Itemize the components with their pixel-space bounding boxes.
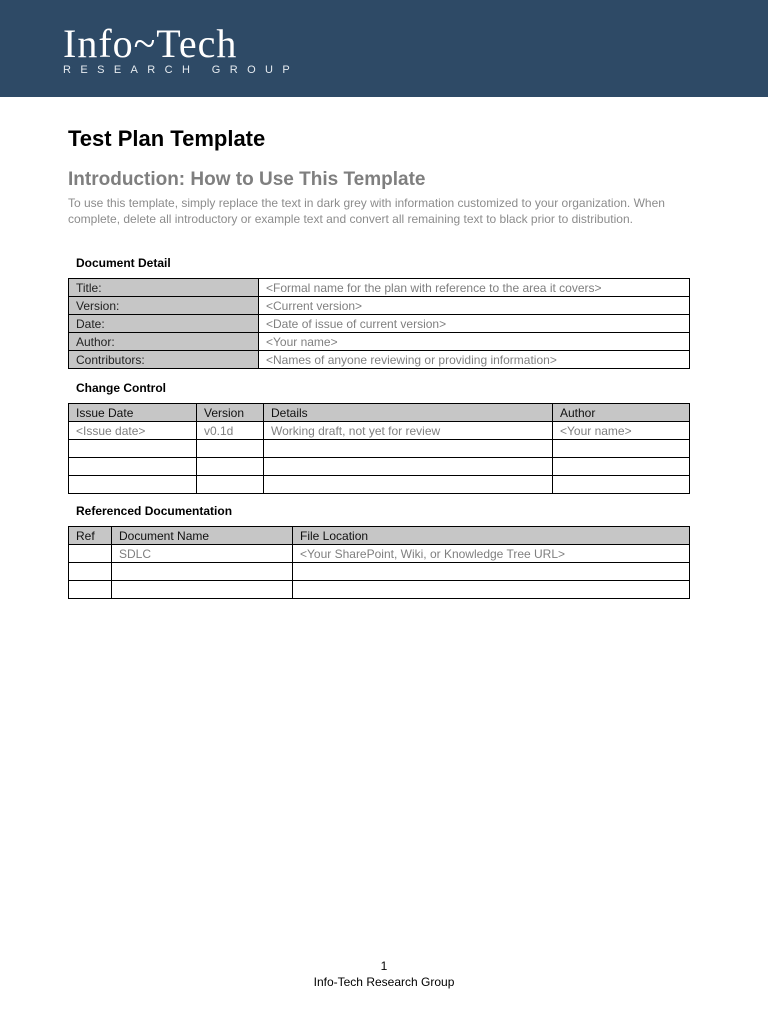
table-header-row — [69, 527, 690, 545]
column-header-author: Author — [553, 404, 690, 422]
table-row — [69, 440, 690, 458]
table-row — [69, 458, 690, 476]
author-label: Author: — [69, 333, 259, 351]
company-logo-subtitle: RESEARCH GROUP — [63, 64, 300, 76]
contributors-label: Contributors: — [69, 351, 259, 369]
version-value[interactable]: <Current version> — [259, 297, 690, 315]
column-header-version: Version — [197, 404, 264, 422]
empty-cell[interactable] — [197, 440, 264, 458]
table-row — [69, 422, 690, 440]
page-number: 1 — [380, 959, 388, 973]
table-row — [69, 279, 690, 297]
empty-cell[interactable] — [553, 476, 690, 494]
details-cell[interactable]: Working draft, not yet for review — [264, 422, 553, 440]
file-location-cell[interactable]: <Your SharePoint, Wiki, or Knowledge Tree URL> — [293, 545, 690, 563]
table-row — [69, 476, 690, 494]
column-header-document-name: Document Name — [112, 527, 293, 545]
change-control-table — [68, 403, 690, 494]
author-value[interactable]: <Your name> — [259, 333, 690, 351]
title-label: Title: — [69, 279, 259, 297]
document-detail-heading: Document Detail — [76, 256, 171, 270]
empty-cell[interactable] — [69, 476, 197, 494]
table-row — [69, 581, 690, 599]
referenced-documentation-table — [68, 526, 690, 599]
empty-cell[interactable] — [293, 563, 690, 581]
column-header-issue-date: Issue Date — [69, 404, 197, 422]
date-value[interactable]: <Date of issue of current version> — [259, 315, 690, 333]
table-row — [69, 315, 690, 333]
empty-cell[interactable] — [293, 581, 690, 599]
title-value[interactable]: <Formal name for the plan with reference to the area it covers> — [259, 279, 690, 297]
empty-cell[interactable] — [69, 458, 197, 476]
empty-cell[interactable] — [197, 458, 264, 476]
author-cell[interactable]: <Your name> — [553, 422, 690, 440]
document-name-cell[interactable]: SDLC — [112, 545, 293, 563]
footer-company: Info-Tech Research Group — [313, 975, 455, 989]
empty-cell[interactable] — [264, 476, 553, 494]
version-cell[interactable]: v0.1d — [197, 422, 264, 440]
document-detail-table — [68, 278, 690, 369]
empty-cell[interactable] — [553, 458, 690, 476]
empty-cell[interactable] — [264, 458, 553, 476]
column-header-ref: Ref — [69, 527, 112, 545]
empty-cell[interactable] — [112, 563, 293, 581]
empty-cell[interactable] — [112, 581, 293, 599]
table-row — [69, 351, 690, 369]
referenced-documentation-heading: Referenced Documentation — [76, 504, 233, 518]
table-row — [69, 545, 690, 563]
version-label: Version: — [69, 297, 259, 315]
intro-heading: Introduction: How to Use This Template — [68, 169, 426, 190]
table-row — [69, 563, 690, 581]
column-header-file-location: File Location — [293, 527, 690, 545]
column-header-details: Details — [264, 404, 553, 422]
empty-cell[interactable] — [69, 563, 112, 581]
table-row — [69, 333, 690, 351]
table-header-row — [69, 404, 690, 422]
empty-cell[interactable] — [553, 440, 690, 458]
change-control-heading: Change Control — [76, 381, 166, 395]
empty-cell[interactable] — [69, 581, 112, 599]
issue-date-cell[interactable]: <Issue date> — [69, 422, 197, 440]
empty-cell[interactable] — [69, 440, 197, 458]
contributors-value[interactable]: <Names of anyone reviewing or providing information> — [259, 351, 690, 369]
empty-cell[interactable] — [264, 440, 553, 458]
table-row — [69, 297, 690, 315]
ref-cell[interactable] — [69, 545, 112, 563]
intro-paragraph: To use this template, simply replace the text in dark grey with information customized to your organization. When complete, delete all introductory or example text and convert all remaining text to black prior to distribution. — [68, 196, 665, 226]
date-label: Date: — [69, 315, 259, 333]
header-banner — [0, 0, 768, 97]
empty-cell[interactable] — [197, 476, 264, 494]
document-title: Test Plan Template — [68, 126, 266, 151]
company-logo: Info~Tech — [63, 21, 238, 66]
